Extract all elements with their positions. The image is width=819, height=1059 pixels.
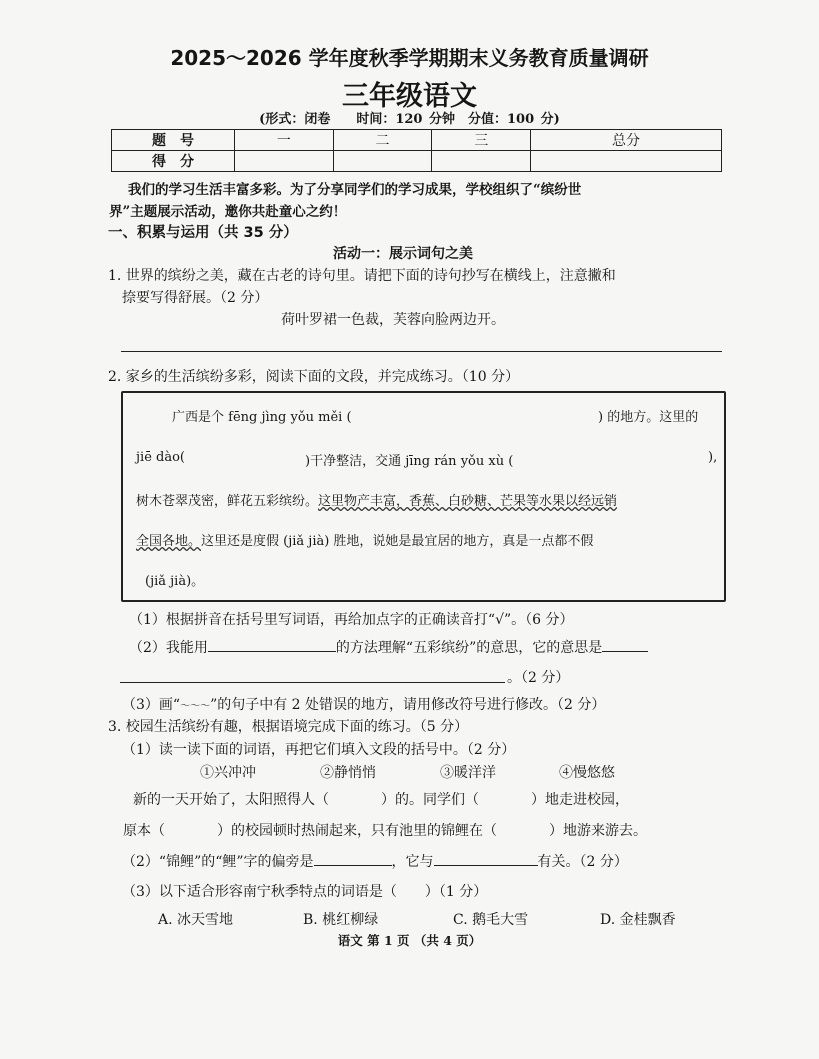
passage-text: 树木苍翠茂密，鲜花五彩缤纷。 <box>136 494 319 509</box>
passage-text <box>136 530 593 549</box>
question-text: 有关。（2 分） <box>537 854 628 870</box>
intro-line-1: 我们的学习生活丰富多彩。为了分享同学们的学习成果，学校组织了“缤纷世 <box>128 182 582 198</box>
wavy-underlined-sentence: 这里物产丰富，香蕉、白砂糖、芒果等水果以经远销 <box>318 494 618 509</box>
score-cell: 题 号 <box>112 130 235 151</box>
score-input-cell[interactable] <box>235 151 334 172</box>
passage-text: 这里还是度假 (jiǎ jià) 胜地，说她是最宜居的地方，真是一点都不假 <box>201 534 594 549</box>
question-text: ）地游来游去。 <box>549 823 647 839</box>
score-cell: 总分 <box>531 130 722 151</box>
passage-text <box>136 490 617 509</box>
word-option: ①兴冲冲 <box>200 765 256 781</box>
choice-option[interactable]: D. 金桂飘香 <box>600 912 676 928</box>
passage-text: jiē dào( <box>136 450 185 465</box>
question-text: （3）画“ <box>122 697 181 713</box>
fill-blank[interactable] <box>208 639 336 652</box>
choice-option[interactable]: B. 桃红柳绿 <box>303 912 379 928</box>
score-input-cell[interactable] <box>333 151 432 172</box>
passage-text: ) 的地方。这里的 <box>598 410 699 425</box>
question-2-stem: 2. 家乡的生活缤纷多彩，阅读下面的文段，并完成练习。（10 分） <box>108 369 520 385</box>
wavy-underlined-sentence: 全国各地。 <box>136 534 202 549</box>
score-input-cell[interactable] <box>432 151 531 172</box>
score-cell: 三 <box>432 130 531 151</box>
exam-info: (形式：闭卷 时间：120 分钟 分值：100 分) <box>259 112 560 127</box>
exam-title: 2025～2026 学年度秋季学期期末义务教育质量调研 <box>170 46 649 70</box>
answer-line[interactable] <box>120 682 505 683</box>
intro-line-2: 界”主题展示活动，邀你共赴童心之约！ <box>109 204 347 220</box>
score-cell: 二 <box>333 130 432 151</box>
score-table <box>111 129 722 172</box>
score-input-cell[interactable] <box>531 151 722 172</box>
fill-sentence <box>133 789 629 809</box>
section-title: 一、积累与运用（共 35 分） <box>108 225 298 241</box>
fill-blank[interactable] <box>314 853 392 866</box>
question-2-sub-1: （1）根据拼音在括号里写词语，再给加点字的正确读音打“√”。（6 分） <box>129 612 574 628</box>
question-text: 新的一天开始了，太阳照得人（ <box>133 792 329 808</box>
question-3-sub-1: （1）读一读下面的词语，再把它们填入文段的括号中。（2 分） <box>122 742 516 758</box>
subject-title: 三年级语文 <box>342 81 477 112</box>
answer-line[interactable] <box>121 351 722 352</box>
question-text: ）地走进校园， <box>531 792 629 808</box>
question-text: 。（2 分） <box>507 670 570 686</box>
question-text: （2）“锦鲤”的“鲤”字的偏旁是 <box>122 854 314 870</box>
passage-text: )干净整洁，交通 jīng rán yǒu xù ( <box>305 454 514 469</box>
choice-option[interactable]: A. 冰天雪地 <box>158 912 234 928</box>
choice-option[interactable]: C. 鹅毛大雪 <box>453 912 529 928</box>
question-3-sub-2 <box>122 851 628 871</box>
question-1-stem: 1. 世界的缤纷之美，藏在古老的诗句里。请把下面的诗句抄写在横线上，注意撇和 <box>108 268 616 284</box>
activity-title: 活动一：展示词句之美 <box>333 246 473 262</box>
question-text: ”的句子中有 2 处错误的地方，请用修改符号进行修改。（2 分） <box>210 697 606 713</box>
question-1-stem-cont: 捺要写得舒展。（2 分） <box>122 290 269 306</box>
question-text: ，它与 <box>391 854 434 870</box>
fill-sentence <box>123 820 647 840</box>
question-text: 的方法理解“五彩缤纷”的意思，它的意思是 <box>335 640 603 656</box>
word-option: ④慢悠悠 <box>559 765 615 781</box>
score-table-score-row <box>112 151 722 172</box>
passage-text: (jiǎ jià)。 <box>145 574 205 589</box>
passage-text: 广西是个 fēng jìng yǒu měi ( <box>172 410 352 425</box>
question-2-sub-3 <box>122 694 605 714</box>
page-footer: 语文 第 1 页 （共 4 页） <box>337 933 482 948</box>
question-3-stem: 3. 校园生活缤纷有趣，根据语境完成下面的练习。（5 分） <box>108 719 469 735</box>
score-cell: 得 分 <box>112 151 235 172</box>
question-text: ）的校园顿时热闹起来，只有池里的锦鲤在（ <box>217 823 497 839</box>
word-option: ②静悄悄 <box>320 765 376 781</box>
question-3-sub-3: （3）以下适合形容南宁秋季特点的词语是（ ）（1 分） <box>122 884 488 900</box>
question-text: ）的。同学们（ <box>381 792 479 808</box>
fill-blank[interactable] <box>602 639 648 652</box>
question-2-sub-2 <box>129 637 648 657</box>
poem-line: 荷叶罗裙一色裁，芙蓉向脸两边开。 <box>281 312 505 328</box>
word-option: ③暖洋洋 <box>440 765 496 781</box>
score-cell: 一 <box>235 130 334 151</box>
wavy-mark: ～～～ <box>180 701 211 712</box>
fill-blank[interactable] <box>434 853 538 866</box>
passage-text: ), <box>708 450 718 465</box>
question-text: （2）我能用 <box>129 640 208 656</box>
score-table-header-row <box>112 130 722 151</box>
question-text: 原本（ <box>123 823 165 839</box>
